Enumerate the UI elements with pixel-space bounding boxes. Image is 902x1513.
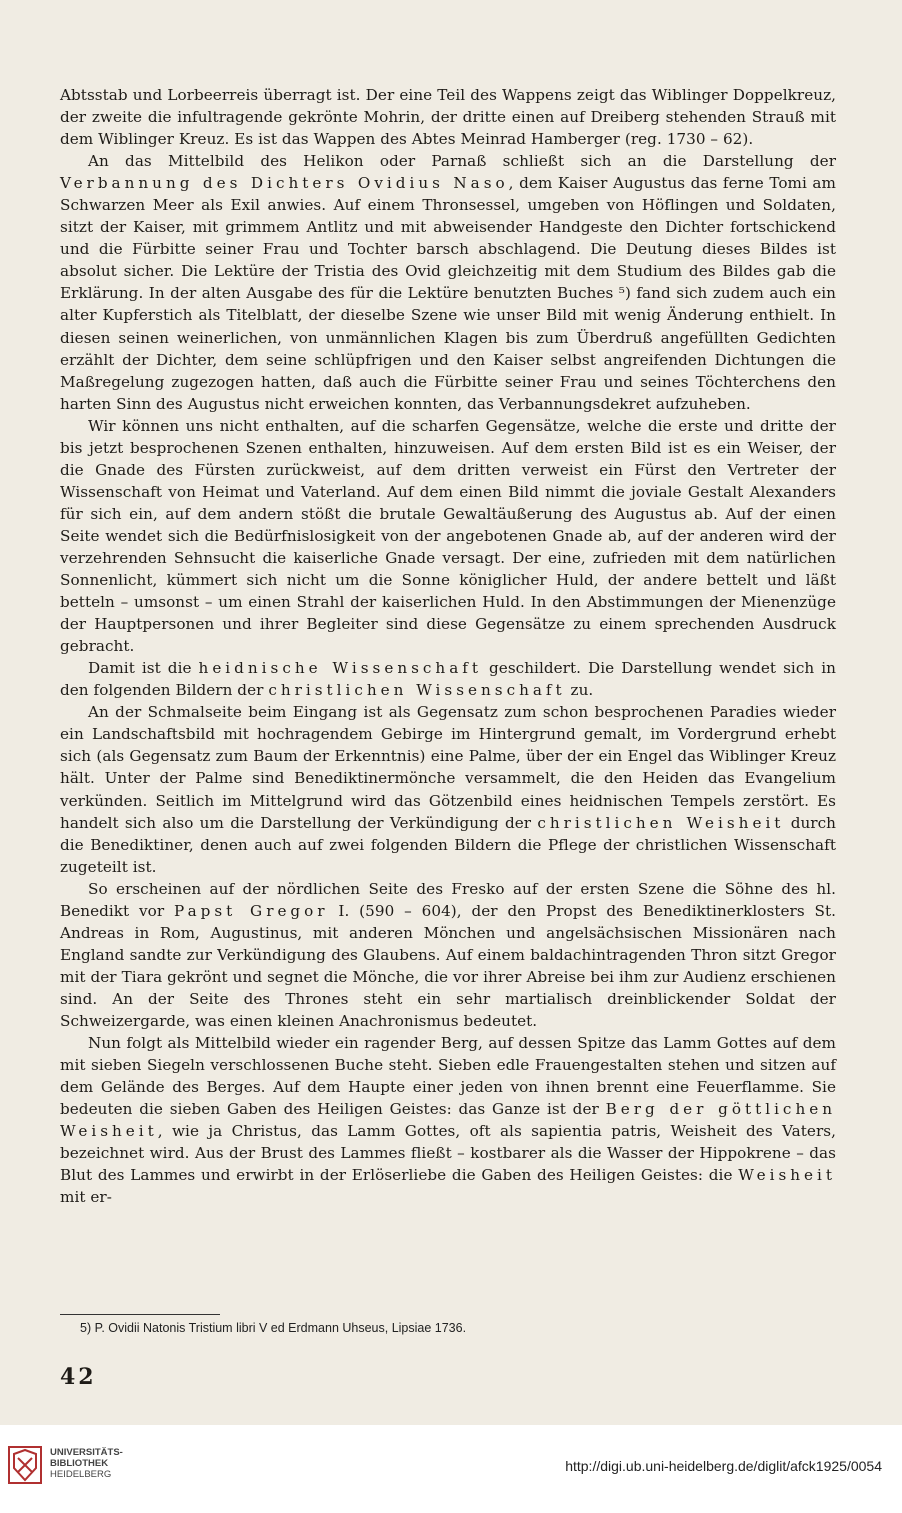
text-run: geschildert. Die Darstellung wendet sich in den folgenden Bildern der [60,659,836,700]
library-name [50,1447,123,1480]
text-run: durch die Benediktiner, denen auch auf zwei folgenden Bildern die Pflege der christlichen Wissenschaft zugeteilt ist. [60,813,837,876]
text-run: mit er- [60,1188,112,1207]
library-line-3: HEIDELBERG [50,1469,112,1480]
emphasized-text: christlichen Weisheit [537,813,785,832]
emphasized-text: Berg der göttlichen Weisheit [60,1100,836,1141]
library-line-2: BIBLIOTHEK [50,1458,109,1469]
text-run: An der Schmalseite beim Eingang ist als Gegensatz zum schon besprochenen Paradies wieder ein Landschaftsbild mit hochragendem Gebirge im Hintergrund gemalt, im Vordergrund erhebt sich (als Gegensatz zum Baum der Erkenntnis) eine Palme, über der ein Engel das Wiblinger Kreuz hält. Unter der Palme sind Benediktinermönche versammelt, die den Heiden das Evangelium verkünden. Seitlich im Mittelgrund wird das Götzenbild eines heidnischen Tempels zerstört. Es handelt sich also um die Darstellung der Verkündigung der [60,703,836,832]
paragraph [60,1032,836,1208]
text-run: zu. [565,681,594,700]
text-run: Abtsstab und Lorbeerreis überragt ist. Der eine Teil des Wappens zeigt das Wiblinger Doppelkreuz, der zweite die infultragende gekrönte Mohrin, der dritte einen auf Dreiberg stehenden Strauß mit dem Wiblinger Kreuz. Es ist das Wappen des Abtes Meinrad Hamberger (reg. 1730 – 62). [60,86,836,149]
text-run: , wie ja Christus, das Lamm Gottes, oft als sapientia patris, Weisheit des Vaters, bezeichnet wird. Aus der Brust des Lammes fließt – kostbarer als die Wasser der Hippokrene – das Blut des Lammes und erwirbt in der Erlöserliebe die Gaben des Heiligen Geistes: die [60,1122,836,1185]
paragraph [60,415,836,658]
text-run: , dem Kaiser Augustus das ferne Tomi am Schwarzen Meer als Exil anwies. Auf einem Thronsessel, umgeben von Höflingen und Soldaten, sitzt der Kaiser, mit grimmem Antlitz und mit abweisender Handgeste den Dichter fortschickend und die Fürbitte seiner Frau und Tochter barsch abschlagend. Die Deutung dieses Bildes ist absolut sicher. Die Lektüre der Tristia des Ovid gleichzeitig mit dem Studium des Bildes gab die Erklärung. In der alten Ausgabe des für die Lektüre benutzten Buches ⁵) fand sich zudem auch ein alter Kupferstich als Titelblatt, der dieselbe Szene wie unser Bild mit wenig Änderung enthielt. In diesen seinen weinerlichen, von unmännlichen Klagen bis zum Überdruß angefüllten Gedichten erzählt der Dichter, dem seine schlüpfrigen und den Kaiser selbst angreifenden Dichtungen die Maßregelung zugezogen hatten, daß auch die Fürbitte seiner Frau und seines Töchterchens den harten Sinn des Augustus nicht erweichen konnten, das Verbannungsdekret aufzuheben. [60,174,836,413]
paragraph [60,150,836,415]
page-url[interactable]: http://digi.ub.uni-heidelberg.de/diglit/afck1925/0054 [565,1458,882,1474]
text-run: So erscheinen auf der nördlichen Seite des Fresko auf der ersten Szene die Söhne des hl. Benedikt vor [60,879,836,920]
emphasized-text: Verbannung des Dichters Ovidius Naso [60,174,509,193]
emphasized-text: Papst Gregor [174,901,329,920]
university-library-logo-icon [8,1446,42,1484]
emphasized-text: Weisheit [738,1166,836,1185]
emphasized-text: christlichen Wissenschaft [268,681,566,700]
paragraph [60,84,836,150]
emphasized-text: heidnische Wissenschaft [198,659,482,678]
text-run: Damit ist die [88,659,199,678]
footnote: 5) P. Ovidii Natonis Tristium libri V ed Erdmann Uhseus, Lipsiae 1736. [80,1321,467,1335]
footnote-rule [60,1314,220,1315]
body-text [60,84,836,1208]
text-run: I. (590 – 604), der den Propst des Benediktinerklosters St. Andreas in Rom, Augustinus, mit anderen Mönchen und angelsächsischen Missionären nach England sandte zur Verkündigung des Glaubens. Auf einem baldachintragenden Thron sitzt Gregor mit der Tiara gekrönt und segnet die Mönche, die vor ihrer Abreise bei ihm zur Audienz erschienen sind. An der Seite des Thrones steht ein sehr martialisch dreinblickender Soldat der Schweizergarde, was einen kleinen Anachronismus bedeutet. [60,901,837,1030]
page-number: 42 [60,1364,97,1390]
text-run: An das Mittelbild des Helikon oder Parnaß schließt sich an die Darstellung der [88,152,836,171]
paragraph [60,878,836,1032]
text-run: Wir können uns nicht enthalten, auf die scharfen Gegensätze, welche die erste und dritte der bis jetzt besprochenen Szenen enthalten, hinzuweisen. Auf dem ersten Bild ist es ein Weiser, der die Gnade des Fürsten zurückweist, auf dem dritten verweist ein Fürst den Vertreter der Wissenschaft von Heimat und Vaterland. Auf dem einen Bild nimmt die joviale Gestalt Alexanders für sich ein, auf dem andern stößt die brutale Gewaltäußerung des Augustus ab. Auf der einen Seite wendet sich die Bedürfnislosigkeit von der angebotenen Gnade ab, auf der anderen wird der verzehrenden Sehnsucht die kaiserliche Gnade versagt. Der eine, zufrieden mit dem natürlichen Sonnenlicht, kümmert sich nicht um die Sonne königlicher Huld, der andere bettelt und läßt betteln – umsonst – um einen Strahl der kaiserlichen Huld. In den Abstimmungen der Mienenzüge der Hauptpersonen und ihrer Begleiter sind diese Gegensätze zu einem sprechenden Ausdruck gebracht. [60,416,836,656]
paragraph [60,657,836,701]
paragraph [60,701,836,877]
text-run: Nun folgt als Mittelbild wieder ein ragender Berg, auf dessen Spitze das Lamm Gottes auf dem mit sieben Siegeln verschlossenen Buche steht. Sieben edle Frauengestalten stehen und sitzen auf dem Gelände des Berges. Auf dem Haupte einer jeden von ihnen brennt eine Feuerflamme. Sie bedeuten die sieben Gaben des Heiligen Geistes: das Ganze ist der [60,1034,836,1119]
library-line-1: UNIVERSITÄTS- [50,1447,123,1458]
